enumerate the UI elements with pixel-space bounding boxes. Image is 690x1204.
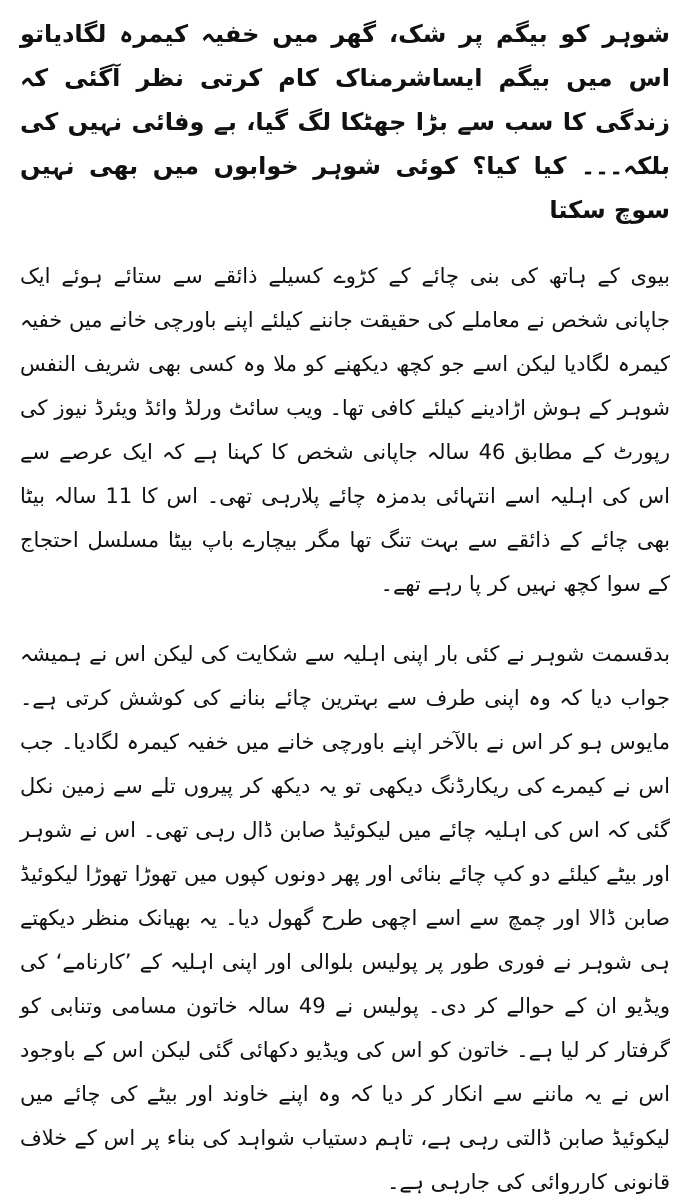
article-paragraph-1: بیوی کے ہاتھ کی بنی چائے کے کڑوے کسیلے ذائقے سے ستائے ہوئے ایک جاپانی شخص نے معاملے کی حقیقت جاننے کیلئے اپنے باورچی خانے میں خفیہ کیمرہ لگادیا لیکن اسے جو کچھ دیکھنے کو ملا وہ کسی بھی شریف النفس شوہر کے ہوش اڑادینے کیلئے کافی تھا۔ ویب سائٹ ورلڈ وائڈ ویئرڈ نیوز کی رپورٹ کے مطابق 46 سالہ جاپانی شخص کا کہنا ہے کہ ایک عرصے سے اس کی اہلیہ اسے انتہائی بدمزہ چائے پلارہی تھی۔ اس کا 11 سالہ بیٹا بھی چائے کے ذائقے سے بہت تنگ تھا مگر بیچارے باپ بیٹا مسلسل احتجاج کے سوا کچھ نہیں کر پا رہے تھے۔ [20,264,671,596]
article-headline: شوہر کو بیگم پر شک، گھر میں خفیہ کیمرہ لگادیاتو اس میں بیگم ایساشرمناک کام کرتی نظر آگئی کہ زندگی کا سب سے بڑا جھٹکا لگ گیا، بے وفائی نہیں کی بلکہ۔۔۔ کیا کیا؟ کوئی شوہر خوابوں میں بھی نہیں سوچ سکتا [20,20,670,224]
article [20,0,671,1194]
article-paragraph-2: بدقسمت شوہر نے کئی بار اپنی اہلیہ سے شکایت کی لیکن اس نے ہمیشہ جواب دیا کہ وہ اپنی طرف سے بہترین چائے بنانے کی کوشش کرتی ہے۔ مایوس ہو کر اس نے بالآخر اپنے باورچی خانے میں خفیہ کیمرہ لگادیا۔ جب اس نے کیمرے کی ریکارڈنگ دیکھی تو یہ دیکھ کر پیروں تلے سے زمین نکل گئی کہ اس کی اہلیہ چائے میں لیکوئیڈ صابن ڈال رہی تھی۔ اس نے شوہر اور بیٹے کیلئے دو کپ چائے بنائی اور پھر دونوں کپوں میں تھوڑا تھوڑا لیکوئیڈ صابن ڈالا اور چمچ سے اسے اچھی طرح گھول دیا۔ یہ بھیانک منظر دیکھتے ہی شوہر نے فوری طور پر پولیس بلوالی اور اپنی اہلیہ کے ’کارنامے‘ کی ویڈیو ان کے حوالے کر دی۔ پولیس نے 49 سالہ خاتون مسامی وتنابی کو گرفتار کر لیا ہے۔ خاتون کو اس کی ویڈیو دکھائی گئی لیکن اس کے باوجود اس نے یہ ماننے سے انکار کر دیا کہ وہ اپنے خاوند اور بیٹے کی چائے میں لیکوئیڈ صابن ڈالتی رہی ہے، تاہم دستیاب شواہد کی بناء پر اس کے خلاف قانونی کارروائی کی جارہی ہے۔ [20,642,670,1194]
